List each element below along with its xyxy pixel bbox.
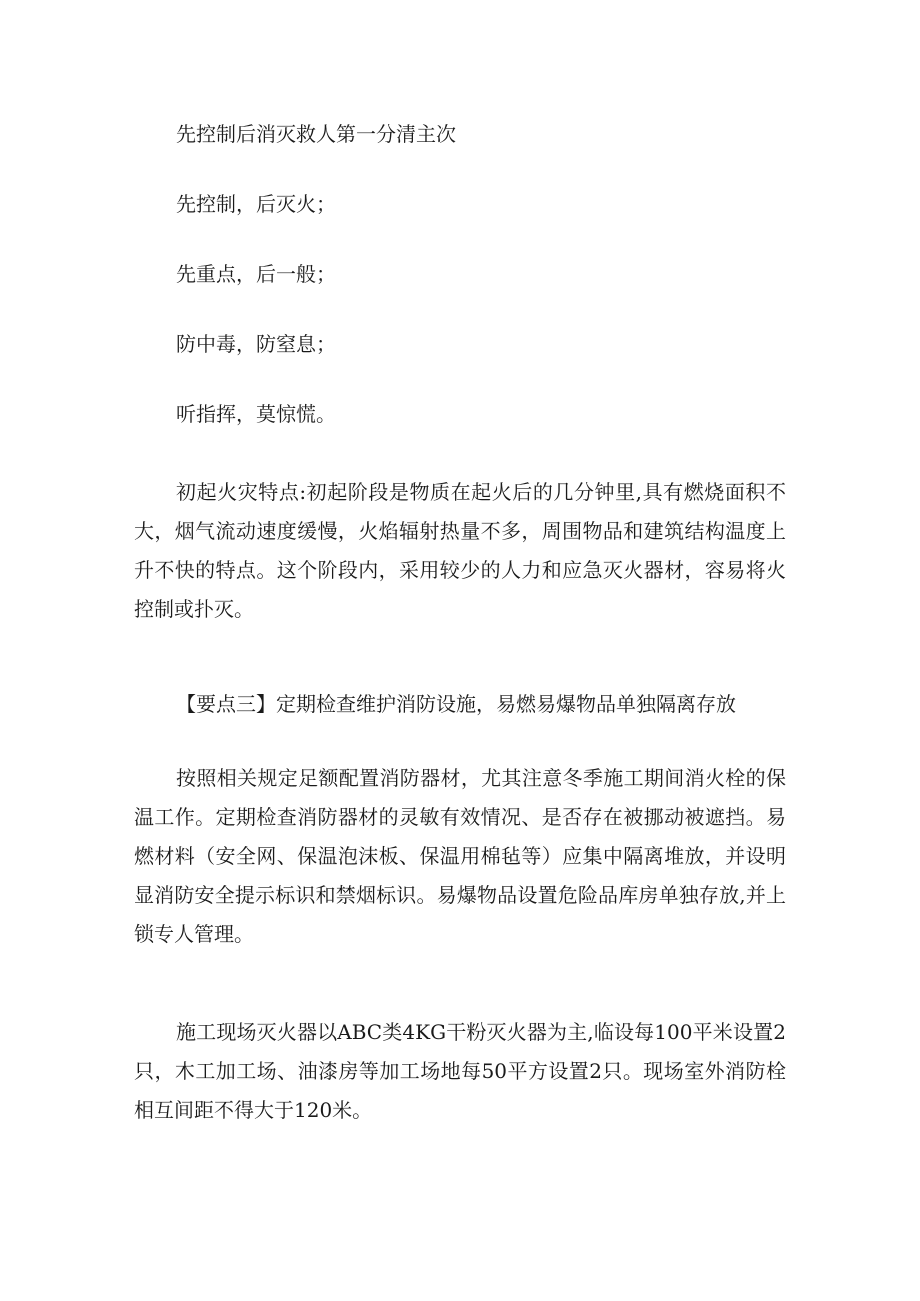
principle-line-3: 防中毒，防窒息；: [176, 332, 336, 356]
principle-line-2: 先重点，后一般；: [176, 262, 336, 286]
principle-line-1: 先控制，后灭火；: [176, 192, 336, 216]
section-heading-point-3: 【要点三】定期检查维护消防设施，易燃易爆物品单独隔离存放: [176, 692, 736, 716]
principle-line-4: 听指挥，莫惊慌。: [176, 402, 336, 426]
equipment-paragraph: 按照相关规定足额配置消防器材，尤其注意冬季施工期间消火栓的保温工作。定期检查消防器材的灵敏有效情况、是否存在被挪动被遮挡。易燃材料（安全网、保温泡沫板、保温用棉毡等）应集中隔离堆放，并设明显消防安全提示标识和禁烟标识。易爆物品设置危险品库房单独存放,并上锁专人管理。: [134, 766, 786, 946]
principle-title: 先控制后消灭救人第一分清主次: [176, 122, 456, 146]
extinguisher-paragraph: 施工现场灭火器以ABC类4KG干粉灭火器为主,临设每100平米设置2只，木工加工场、油漆房等加工场地每50平方设置2只。现场室外消防栓相互间距不得大于120米。: [134, 1020, 786, 1122]
initial-fire-paragraph: 初起火灾特点:初起阶段是物质在起火后的几分钟里,具有燃烧面积不大，烟气流动速度缓慢，火焰辐射热量不多，周围物品和建筑结构温度上升不快的特点。这个阶段内，采用较少的人力和应急灭火器材，容易将火控制或扑灭。: [134, 480, 786, 621]
